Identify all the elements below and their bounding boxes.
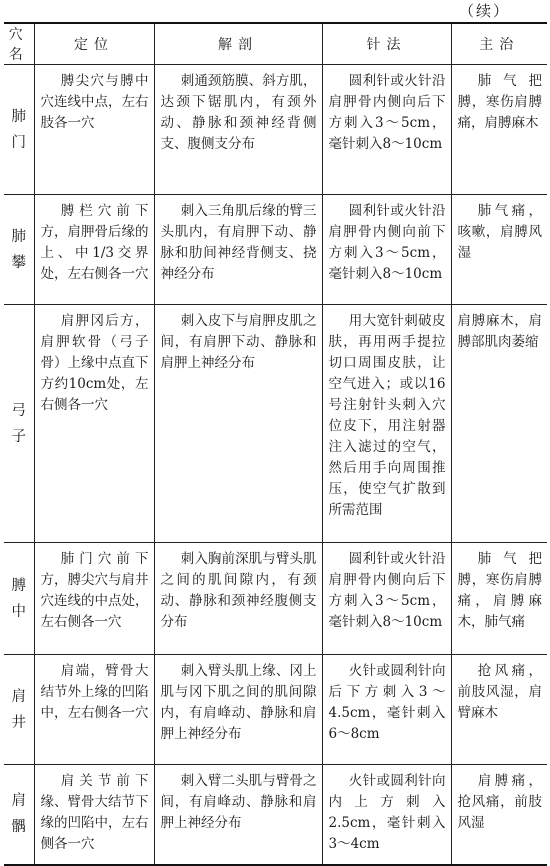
indication-cell: 肺气把膊，寒伤肩膊痛，肩膊麻木	[451, 65, 547, 195]
anatomy-cell: 刺通颈筋膜、斜方肌，达颈下锯肌内，有颈外动、静脉和颈神经背侧支、腹侧支分布	[154, 65, 322, 195]
method-cell: 圆利针或火针沿肩胛骨内侧向后下方刺入3～5cm，毫针刺入8～10cm	[322, 543, 451, 655]
method-cell: 火针或圆利针向后下方刺入3～4.5cm，毫针刺入6～8cm	[322, 655, 451, 765]
anatomy-cell: 刺入三角肌后缘的臂三头肌内，有肩胛下动、静脉和肋间神经背侧支、挠神经分布	[154, 195, 322, 305]
table-row	[4, 765, 547, 865]
indication-cell: 肺气痛，咳嗽，肩膊风湿	[451, 195, 547, 305]
indication-cell: 肺气把膊，寒伤肩膊痛，肩膊麻木，肺气痛	[451, 543, 547, 655]
table-row	[4, 195, 547, 305]
indication-cell: 肩膊痛，抢风痛，前肢风湿	[451, 765, 547, 865]
header-method: 针法	[322, 23, 451, 65]
indication-cell: 肩膊麻木，肩膊部肌肉萎缩	[451, 305, 547, 543]
method-cell: 用大宽针刺破皮肤，再用两手提拉切口周围皮肤，让空气进入；或以16号注射针头刺入穴位皮下，用注射器注入滤过的空气，然后用手向周围推压，使空气扩散到所需范围	[322, 305, 451, 543]
location-cell: 肩关节前下缘、臂骨大结节下缘的凹陷中，左右侧各一穴	[34, 765, 154, 865]
anatomy-cell: 刺入皮下与肩胛皮肌之间，有肩胛下动、静脉和肩胛上神经分布	[154, 305, 322, 543]
point-name: 肺 门	[4, 65, 34, 195]
header-row	[4, 23, 547, 65]
indication-cell: 抢风痛，前肢风湿，肩臂麻木	[451, 655, 547, 765]
location-cell: 膊栏穴前下方，肩胛骨后缘的上、中1/3交界处，左右侧各一穴	[34, 195, 154, 305]
header-anatomy: 解剖	[154, 23, 322, 65]
method-cell: 火针或圆利针向内上方刺入2.5cm，毫针刺入3～4cm	[322, 765, 451, 865]
location-cell: 肩端，臂骨大结节外上缘的凹陷中，左右侧各一穴	[34, 655, 154, 765]
header-indication: 主治	[451, 23, 547, 65]
table-row	[4, 655, 547, 765]
continued-label: （续）	[458, 2, 510, 20]
table-row	[4, 65, 547, 195]
point-name: 弓 子	[4, 305, 34, 543]
point-name: 肩 井	[4, 655, 34, 765]
point-name: 肺 攀	[4, 195, 34, 305]
table-row	[4, 543, 547, 655]
anatomy-cell: 刺入臂头肌上缘、冈上肌与冈下肌之间的肌间隙内，有肩峰动、静脉和肩胛上神经分布	[154, 655, 322, 765]
point-name: 肩 髃	[4, 765, 34, 865]
header-name: 穴名	[4, 23, 34, 65]
table-row	[4, 305, 547, 543]
point-name: 膊 中	[4, 543, 34, 655]
method-cell: 圆利针或火针沿肩胛骨内侧向前下方刺入3～5cm，毫针刺入8～10cm	[322, 195, 451, 305]
anatomy-cell: 刺入臂二头肌与臂骨之间，有肩峰动、静脉和肩胛上神经分布	[154, 765, 322, 865]
acupoint-table	[4, 22, 547, 866]
method-cell: 圆利针或火针沿肩胛骨内侧向后下方刺入3～5cm，毫针刺入8～10cm	[322, 65, 451, 195]
anatomy-cell: 刺入胸前深肌与臂头肌之间的肌间隙内，有颈动、静脉和颈神经腹侧支分布	[154, 543, 322, 655]
location-cell: 肩胛冈后方，肩胛软骨（弓子骨）上缘中点直下方约10cm处，左右侧各一穴	[34, 305, 154, 543]
location-cell: 膊尖穴与膊中穴连线中点，左右肢各一穴	[34, 65, 154, 195]
header-location: 定位	[34, 23, 154, 65]
location-cell: 肺门穴前下方，膊尖穴与肩井穴连线的中点处，左右侧各一穴	[34, 543, 154, 655]
